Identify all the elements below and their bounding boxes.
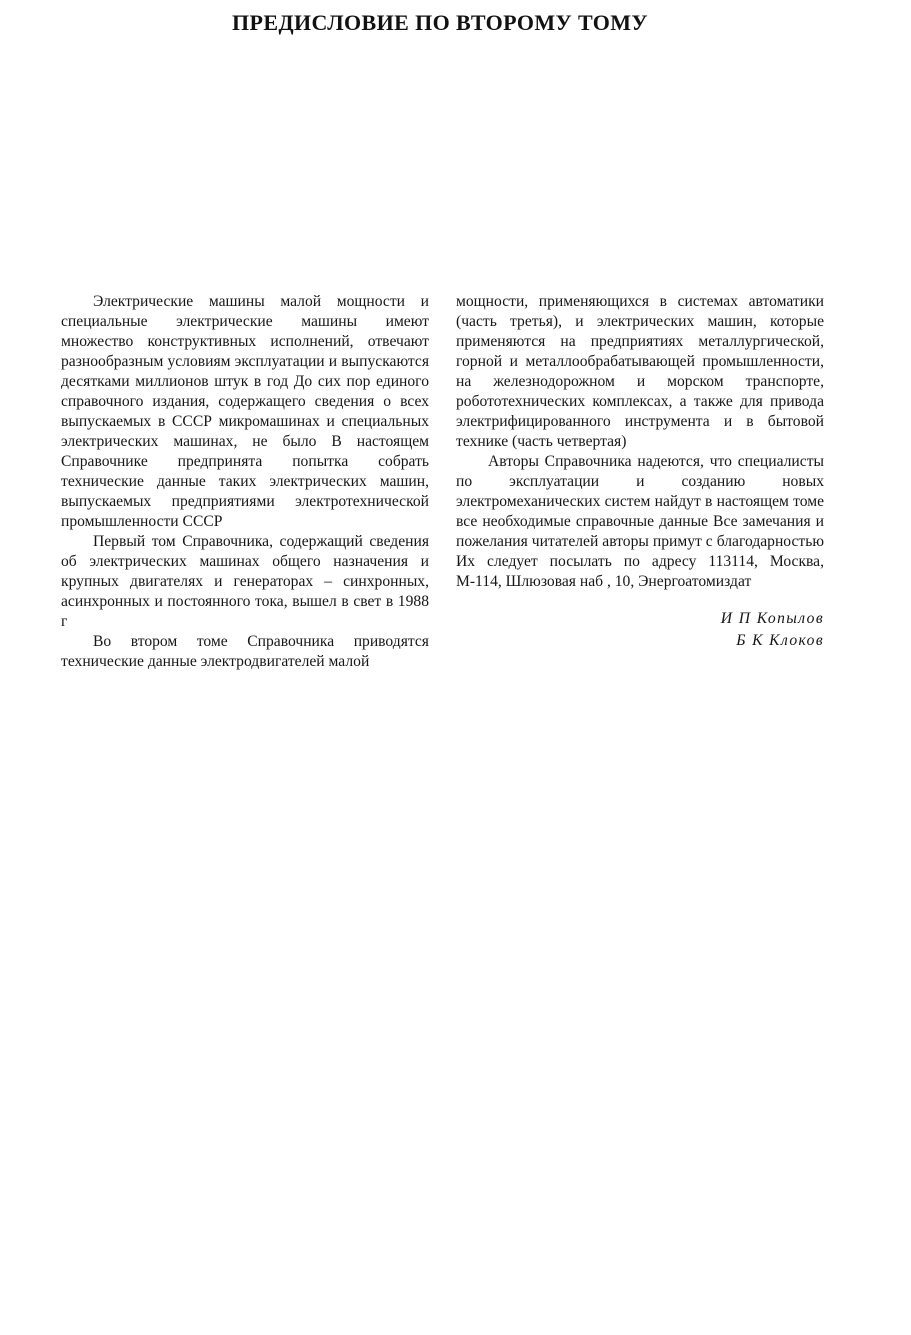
- right-column: [456, 292, 824, 652]
- paragraph-continuation: мощности, применяющихся в системах автоматики (часть третья), и электрических машин, которые применяются на предприятиях металлургической, горной и металлообрабатывающей промышленности, на железнодорожном и морском транспорте, робототехнических комплексах, а также для привода электрифицированного инструмента и в бытовой технике (часть четвертая): [456, 293, 824, 450]
- page-title: ПРЕДИСЛОВИЕ ПО ВТОРОМУ ТОМУ: [232, 10, 648, 35]
- left-column: [61, 292, 429, 672]
- author-signatures: [456, 608, 824, 652]
- paragraph: Авторы Справочника надеются, что специалисты по эксплуатации и созданию новых электромеханических систем найдут в настоящем томе все необходимые справочные данные Все замечания и пожелания читателей авторы примут с благодарностью Их следует посылать по адресу 113114, Москва, М-114, Шлюзовая наб , 10, Энергоатомиздат: [456, 453, 824, 590]
- paragraph: Во втором томе Справочника приводятся технические данные электродвигателей малой: [61, 633, 429, 670]
- author-name: Б К Клоков: [736, 632, 824, 649]
- paragraph: Первый том Справочника, содержащий сведения об электрических машинах общего назначения и крупных двигателях и генераторах – синхронных, асинхронных и постоянного тока, вышел в свет в 1988 г: [61, 533, 429, 630]
- paragraph: Электрические машины малой мощности и специальные электрические машины имеют множество конструктивных исполнений, отвечают разнообразным условиям эксплуатации и выпускаются десятками миллионов штук в год До сих пор единого справочного издания, содержащего сведения о всех выпускаемых в СССР микромашинах и специальных электрических машинах, не было В настоящем Справочнике предпринята попытка собрать технические данные таких электрических машин, выпускаемых предприятиями электротехнической промышленности СССР: [61, 293, 429, 530]
- author-name: И П Копылов: [720, 610, 824, 627]
